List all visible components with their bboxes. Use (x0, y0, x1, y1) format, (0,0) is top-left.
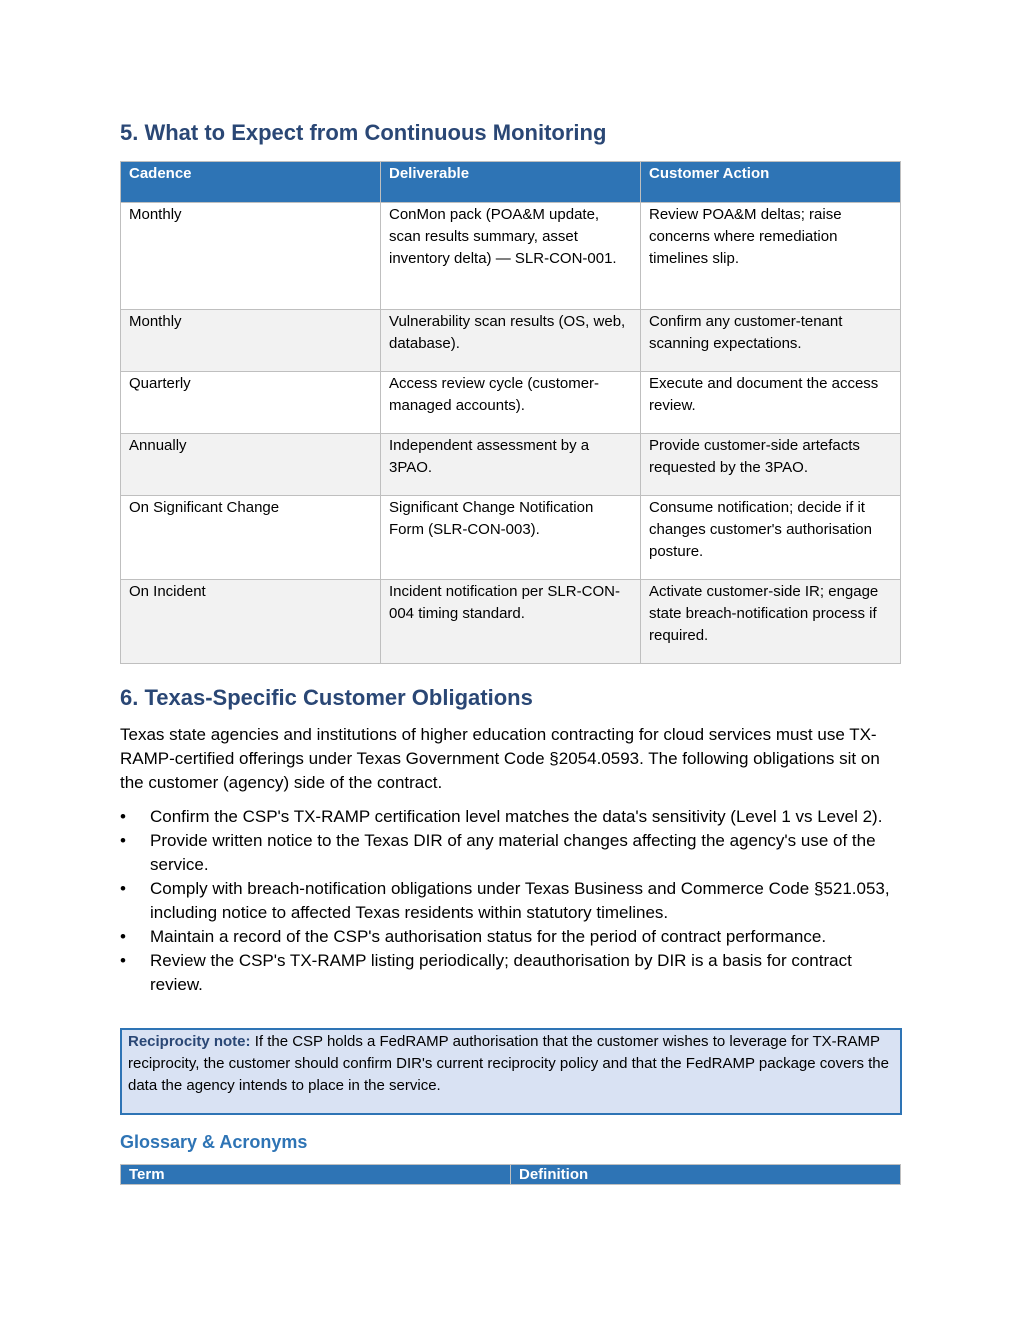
table-cell: Activate customer-side IR; engage state breach-notification process if required. (641, 580, 901, 664)
list-item (120, 805, 900, 829)
table-cell: Monthly (121, 203, 381, 310)
section-heading: 6. Texas-Specific Customer Obligations (120, 685, 533, 710)
table-cell: Monthly (121, 310, 381, 372)
list-item-text: Comply with breach-notification obligations under Texas Business and Commerce Code §521.053, including notice to affected Texas residents within statutory timelines. (150, 879, 890, 922)
section-heading: 5. What to Expect from Continuous Monitoring (120, 120, 607, 145)
list-item (120, 949, 900, 997)
reciprocity-note-callout (120, 1028, 902, 1115)
list-item (120, 829, 900, 877)
table-row (121, 203, 901, 310)
table-row (121, 434, 901, 496)
table-cell: Incident notification per SLR-CON-004 timing standard. (381, 580, 641, 664)
list-item-text: Review the CSP's TX-RAMP listing periodically; deauthorisation by DIR is a basis for contract review. (150, 951, 852, 994)
table-cell: On Significant Change (121, 496, 381, 580)
table-cell: Execute and document the access review. (641, 372, 901, 434)
table-row (121, 310, 901, 372)
column-header: Deliverable (381, 162, 641, 203)
bullet-icon: • (120, 807, 126, 826)
table-cell: Vulnerability scan results (OS, web, database). (381, 310, 641, 372)
table-cell: On Incident (121, 580, 381, 664)
list-item (120, 877, 900, 925)
bullet-icon: • (120, 927, 126, 946)
column-header: Customer Action (641, 162, 901, 203)
continuous-monitoring-table (120, 161, 901, 664)
intro-paragraph: Texas state agencies and institutions of higher education contracting for cloud services must use TX-RAMP-certified offerings under Texas Government Code §2054.0593. The following obligations sit on the customer (agency) side of the contract. (120, 725, 880, 792)
table-cell: Confirm any customer-tenant scanning expectations. (641, 310, 901, 372)
column-header: Term (121, 1165, 511, 1185)
bullet-icon: • (120, 831, 126, 850)
list-item-text: Maintain a record of the CSP's authorisation status for the period of contract performance. (150, 927, 827, 946)
table-header-row (121, 1165, 901, 1185)
glossary-table (120, 1164, 901, 1185)
table-row (121, 372, 901, 434)
table-row (121, 496, 901, 580)
list-item-text: Provide written notice to the Texas DIR of any material changes affecting the agency's use of the service. (150, 831, 876, 874)
table-row (121, 580, 901, 664)
table-cell: Annually (121, 434, 381, 496)
table-cell: ConMon pack (POA&M update, scan results summary, asset inventory delta) — SLR-CON-001. (381, 203, 641, 310)
glossary-heading: Glossary & Acronyms (120, 1132, 308, 1152)
table-cell: Review POA&M deltas; raise concerns where remediation timelines slip. (641, 203, 901, 310)
table-cell: Provide customer-side artefacts requested by the 3PAO. (641, 434, 901, 496)
list-item-text: Confirm the CSP's TX-RAMP certification level matches the data's sensitivity (Level 1 vs Level 2). (150, 807, 883, 826)
note-label: Reciprocity note: (128, 1033, 251, 1050)
table-cell: Significant Change Notification Form (SLR-CON-003). (381, 496, 641, 580)
table-cell: Quarterly (121, 372, 381, 434)
note-text: If the CSP holds a FedRAMP authorisation that the customer wishes to leverage for TX-RAMP reciprocity, the customer should confirm DIR's current reciprocity policy and that the FedRAMP package covers the data the agency intends to place in the service. (128, 1033, 889, 1094)
table-cell: Independent assessment by a 3PAO. (381, 434, 641, 496)
table-cell: Consume notification; decide if it changes customer's authorisation posture. (641, 496, 901, 580)
obligations-list (120, 805, 900, 997)
table-header-row (121, 162, 901, 203)
column-header: Definition (511, 1165, 901, 1185)
bullet-icon: • (120, 951, 126, 970)
bullet-icon: • (120, 879, 126, 898)
table-cell: Access review cycle (customer-managed accounts). (381, 372, 641, 434)
list-item (120, 925, 900, 949)
column-header: Cadence (121, 162, 381, 203)
